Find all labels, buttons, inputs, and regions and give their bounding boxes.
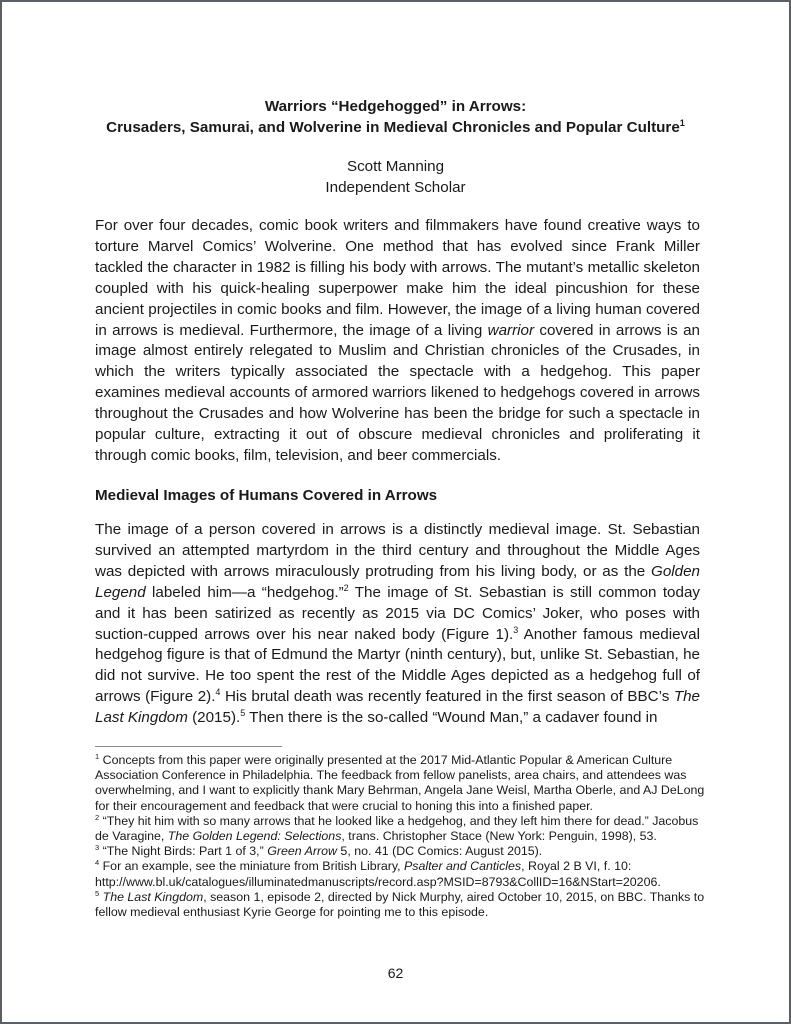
para-italic-golden-legend: Golden Legend (95, 562, 700, 601)
footnote-text: “They hit him with so many arrows that he looked like a hedgehog, and they left him there for dead.” Jacobus de Varagine, (95, 813, 699, 844)
footnote-3 (95, 844, 715, 859)
section-paragraph (95, 520, 700, 729)
para-text-6: (2015). (187, 709, 241, 727)
para-text-5: His brutal death was recently featured in the first season of BBC’s (220, 688, 674, 706)
footnote-2 (95, 814, 715, 844)
footnote-text: 5, no. 41 (DC Comics: August 2015). (336, 844, 543, 859)
footnote-italic: Green Arrow (267, 844, 337, 859)
para-text-2: labeled him—a “hedgehog.” (145, 583, 344, 601)
footnotes (95, 753, 715, 920)
paper-title (2, 96, 789, 138)
author-name: Scott Manning (346, 158, 445, 175)
title-line-2-text: Crusaders, Samurai, and Wolverine in Medieval Chronicles and Popular Culture (106, 119, 680, 136)
footnote-italic: Psalter and Canticles (404, 859, 522, 874)
footnote-number: 2 (95, 812, 100, 822)
para-italic-last-kingdom: The Last Kingdom (95, 688, 700, 727)
author-affiliation: Independent Scholar (325, 179, 466, 196)
footnote-5 (95, 890, 715, 920)
title-line-1: Warriors “Hedgehogged” in Arrows: (264, 98, 527, 115)
para-text-1: The image of a person covered in arrows is a distinctly medieval image. St. Sebastian survived an attempted martyrdom in the third century and throughout the Middle Ages was depicted with arrows miraculously protruding from his living body, or as the (95, 521, 700, 580)
footnote-separator (95, 746, 282, 747)
footnote-text: “The Night Birds: Part 1 of 3,” (99, 844, 268, 859)
title-line-2 (2, 117, 789, 138)
footnote-ref-2[interactable]: 2 (343, 582, 349, 593)
footnote-italic: The Golden Legend: Selections (167, 829, 342, 844)
abstract-paragraph (95, 216, 700, 467)
footnote-italic: The Last Kingdom (102, 889, 204, 904)
footnote-number: 4 (95, 858, 100, 868)
section-heading: Medieval Images of Humans Covered in Arrows (95, 487, 438, 504)
page-number: 62 (387, 965, 404, 981)
footnote-text: , trans. Christopher Stace (New York: Penguin, 1998), 53. (341, 829, 657, 844)
footnote-1 (95, 753, 715, 814)
para-text-7: Then there is the so-called “Wound Man,” a cadaver found in (245, 709, 658, 727)
footnote-text: Concepts from this paper were originally presented at the 2017 Mid-Atlantic Popular & American Culture Association Conference in Philadelphia. The feedback from fellow panelists, area chairs, and attendees was overwhelming, and I want to explicitly thank Mary Behrman, Angela Jane Weisl, Martha Oberle, and AJ DeLong for their encouragement and feedback that were crucial to honing this into a finished paper. (95, 753, 705, 813)
footnote-number: 5 (95, 888, 100, 898)
footnote-ref-3[interactable]: 3 (513, 624, 519, 635)
abstract-italic-warrior: warrior (487, 321, 535, 339)
para-text-3: The image of St. Sebastian is still common today and it has been satirized as recently as 2015 via DC Comics’ Joker, who poses with suction-cupped arrows over his near naked body (Figure 1). (95, 583, 700, 643)
abstract-text-2: covered in arrows is an image almost entirely relegated to Muslim and Christian chronicles of the Crusades, in which the writers typically associated the spectacle with a hedgehog. This paper examines medieval accounts of armored warriors likened to hedgehogs covered in arrows throughout the Crusades and how Wolverine has been the bridge for such a spectacle in popular culture, extracting it out of obscure medieval chronicles and proliferating it through comic books, film, television, and beer commercials. (95, 321, 700, 464)
footnote-number: 3 (95, 843, 100, 853)
footnote-4 (95, 859, 715, 889)
footnote-text-with-url[interactable]: , Royal 2 B VI, f. 10: http://www.bl.uk/catalogues/illuminatedmanuscripts/record.asp?MSID=8793&CollID=16&NStart=20206. (95, 859, 661, 889)
abstract-text-1: For over four decades, comic book writers and filmmakers have found creative ways to torture Marvel Comics’ Wolverine. One method that has evolved since Frank Miller tackled the character in 1982 is filling his body with arrows. The mutant’s metallic skeleton coupled with his quick-healing superpower make him the ideal pincushion for these ancient projectiles in comic books and film. However, the image of a living human covered in arrows is medieval. Furthermore, the image of a living (95, 217, 700, 339)
author-block (2, 156, 789, 198)
footnote-ref-5[interactable]: 5 (240, 708, 246, 719)
footnote-ref-1[interactable]: 1 (679, 118, 685, 128)
footnote-text: For an example, see the miniature from British Library, (99, 859, 405, 874)
footnote-number: 1 (95, 752, 100, 761)
footnote-ref-4[interactable]: 4 (215, 687, 221, 698)
footnote-text: , season 1, episode 2, directed by Nick Murphy, aired October 10, 2015, on BBC. Thanks to fellow medieval enthusiast Kyrie George for pointing me to this episode. (95, 889, 705, 920)
para-text-4: Another famous medieval hedgehog figure is that of Edmund the Martyr (ninth century), but, unlike St. Sebastian, he did not survive. He too spent the rest of the Middle Ages depicted as a hedgehog full of arrows (Figure 2). (95, 625, 700, 706)
